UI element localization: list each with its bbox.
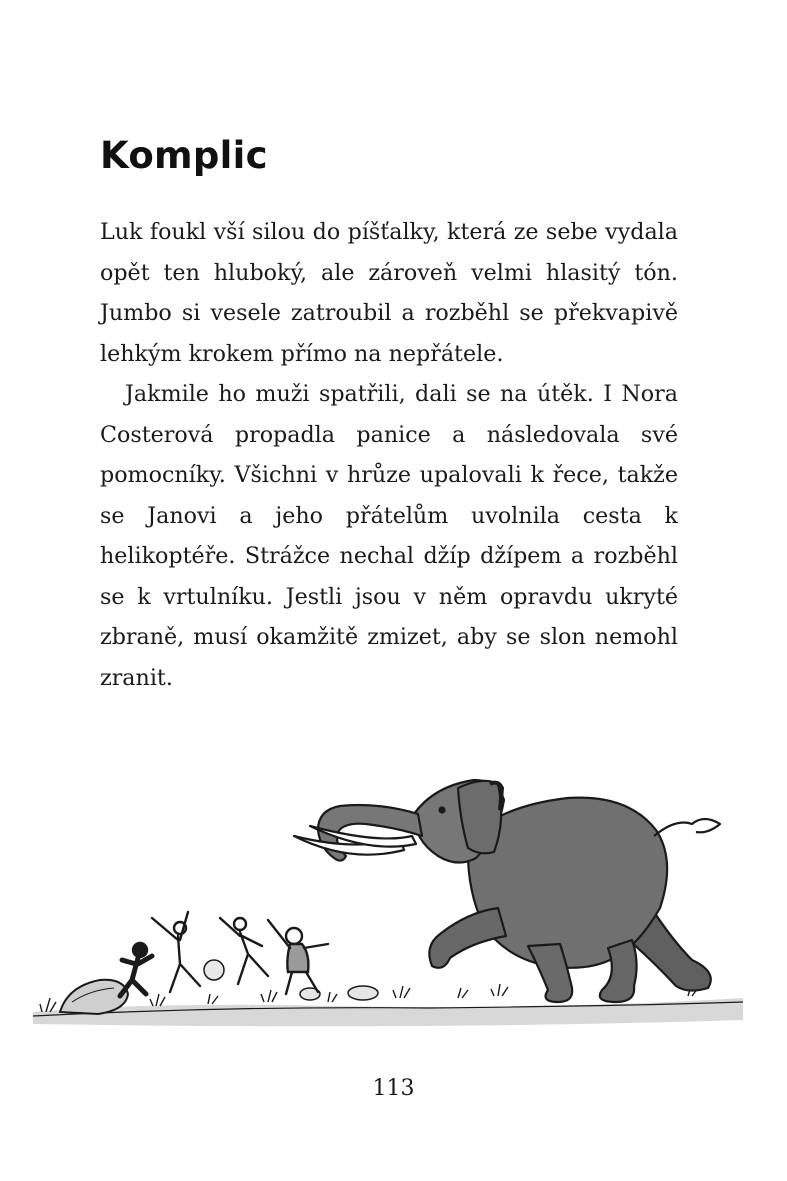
- paragraph-1: Luk foukl vší silou do píšťalky, která ze sebe vydala opět ten hluboký, ale zároveň velmi hlasitý tón. Jumbo si vesele zatroubil a rozběhl se překvapivě lehkým krokem přímo na nepřátele.: [100, 219, 678, 367]
- paragraph-2: Jakmile ho muži spatřili, dali se na útěk. I Nora Costerová propadla panice a následovala své pomocníky. Všichni v hrůze upalovali k řece, takže se Janovi a jeho přátelům uvolnila cesta k helikoptéře. Strážce nechal džíp džípem a rozběhl se k vrtulníku. Jestli jsou v něm opravdu ukryté zbraně, musí okamžitě zmizet, aby se slon nemohl zranit.: [100, 381, 678, 691]
- elephant-chasing-men-icon: [28, 740, 758, 1040]
- page-number: 113: [372, 1076, 415, 1101]
- fleeing-men: [120, 912, 328, 996]
- elephant: [294, 780, 720, 1002]
- chapter-body: [100, 212, 678, 698]
- chapter-title: Komplic: [100, 134, 268, 177]
- ground-shadow: [33, 998, 743, 1026]
